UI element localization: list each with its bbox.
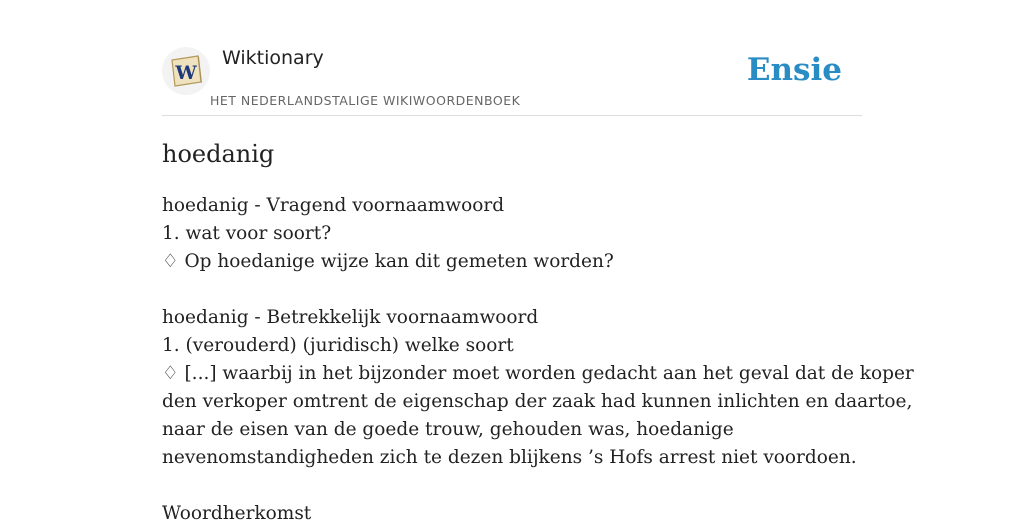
entry-title: hoedanig (162, 140, 275, 168)
etymology-heading: Woordherkomst (162, 503, 312, 524)
ensie-brand-link[interactable]: Ensie (746, 52, 842, 88)
example-text-line: den verkoper omtrent de eigenschap der zaak had kunnen inlichten en daartoe, (162, 391, 913, 412)
sense-text: 1. (verouderd) (juridisch) welke soort (162, 335, 514, 356)
blank-line (162, 472, 862, 500)
example-text-line: ♢ [...] waarbij in het bijzonder moet worden gedacht aan het geval dat de koper (162, 363, 914, 384)
wiktionary-logo (162, 47, 210, 95)
section-heading: hoedanig - Vragend voornaamwoord (162, 195, 505, 216)
definition-body (162, 192, 914, 528)
section-heading: hoedanig - Betrekkelijk voornaamwoord (162, 307, 539, 328)
example-text-line: nevenomstandigheden zich te dezen blijkens ’s Hofs arrest niet voordoen. (162, 447, 857, 468)
example-text-line: naar de eisen van de goede trouw, gehouden was, hoedanige (162, 419, 734, 440)
header-divider (162, 115, 862, 116)
definition-card (162, 0, 914, 524)
sense-text: 1. wat voor soort? (162, 223, 332, 244)
source-name: Wiktionary (222, 47, 324, 69)
logo-letter: W (175, 62, 197, 84)
wiktionary-tile-icon (168, 53, 204, 89)
blank-line (162, 276, 862, 304)
example-text: ♢ Op hoedanige wijze kan dit gemeten worden? (162, 251, 614, 272)
source-subtitle: HET NEDERLANDSTALIGE WIKIWOORDENBOEK (210, 93, 521, 108)
